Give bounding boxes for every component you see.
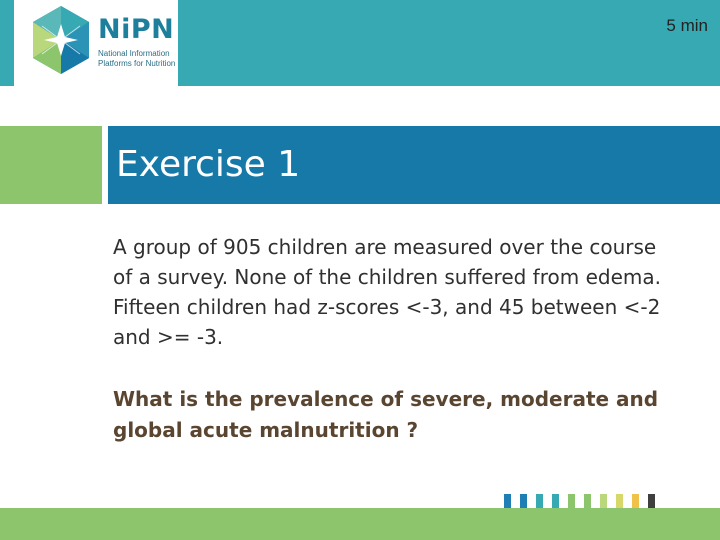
logo-subtitle: National Information Platforms for Nutrition <box>98 49 176 68</box>
title-accent-block <box>0 126 102 204</box>
slide-title: Exercise 1 <box>116 144 301 185</box>
logo <box>14 0 178 86</box>
title-bar <box>108 126 720 204</box>
duration-label: 5 min <box>666 16 708 35</box>
nipn-logo-icon <box>30 4 92 76</box>
footer-band <box>0 508 720 540</box>
exercise-question: What is the prevalence of severe, moderate and global acute malnutrition ? <box>113 387 659 442</box>
exercise-body: A group of 905 children are measured over the course of a survey. None of the children suffered from edema. Fifteen children had z-scores <-3, and 45 between <-2 and >= -3. <box>113 235 661 349</box>
logo-name: NiPN <box>98 14 175 45</box>
